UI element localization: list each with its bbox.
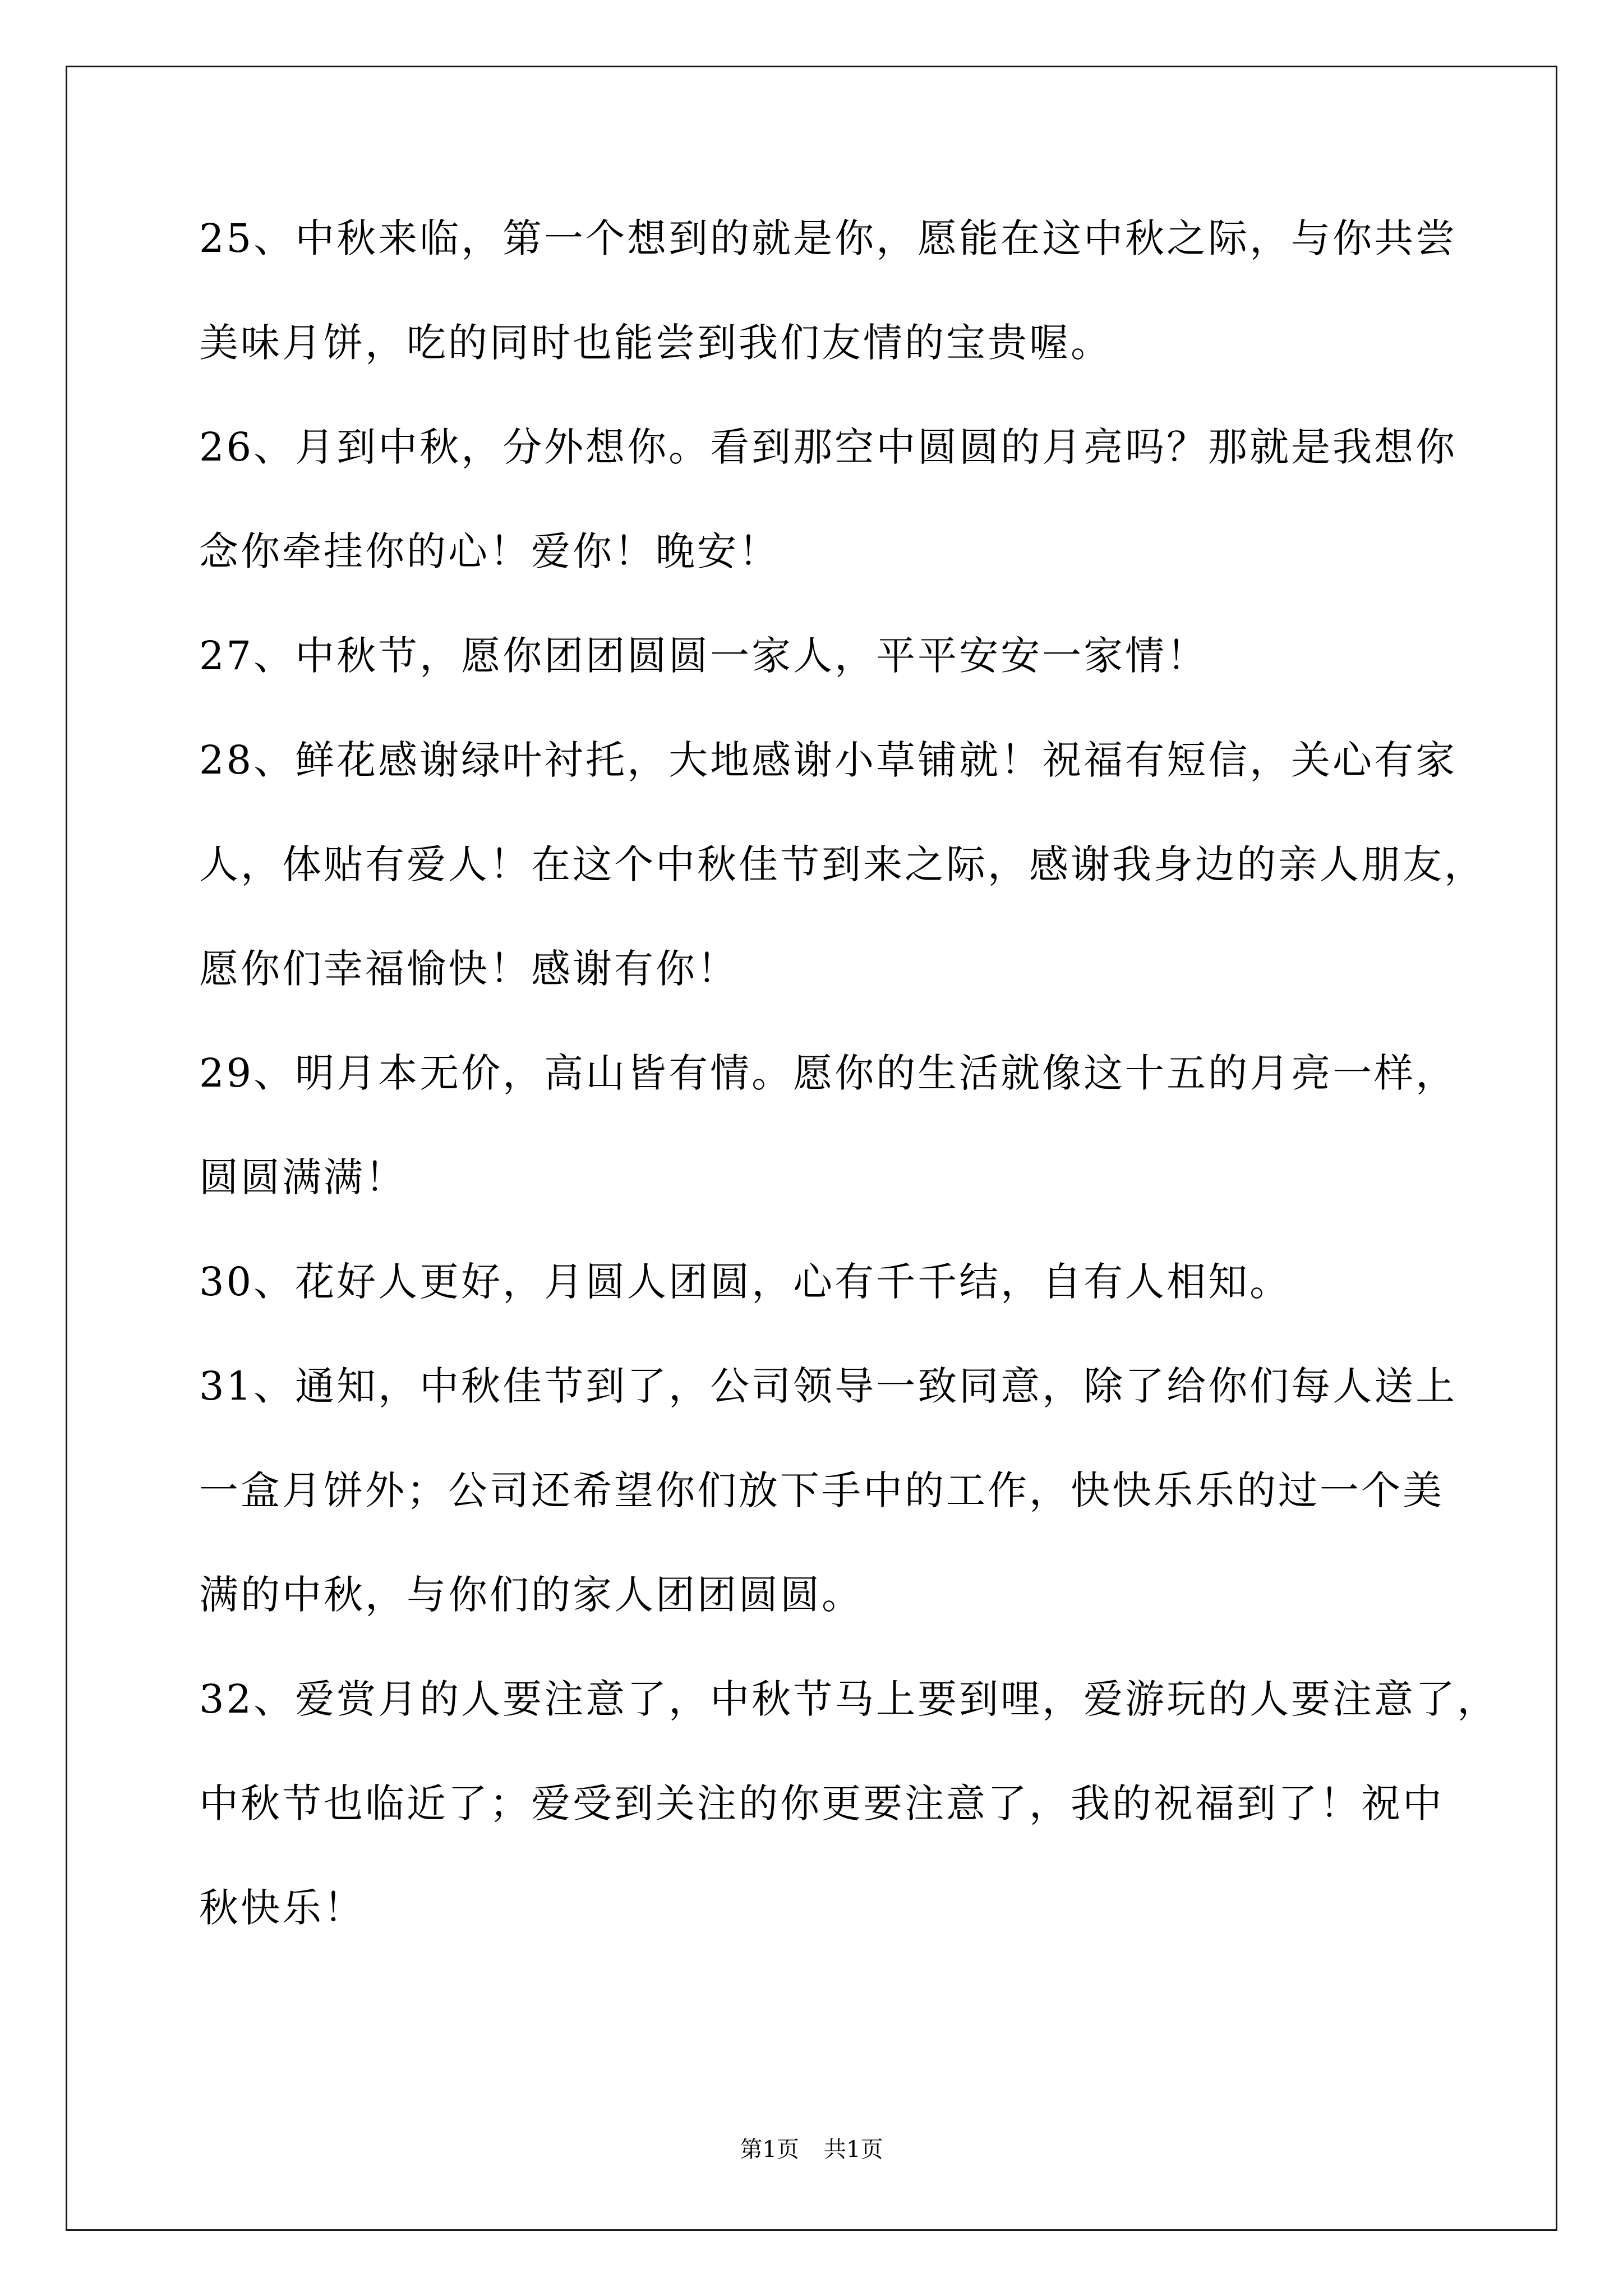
document-body — [199, 215, 1499, 1993]
text-line: 中秋节也临近了；爱受到关注的你更要注意了，我的祝福到了！祝中 — [199, 1780, 1444, 1826]
text-line: 圆圆满满！ — [199, 1154, 407, 1200]
page-footer — [0, 2136, 1623, 2163]
text-line: 29、明月本无价，高山皆有情。愿你的生活就像这十五的月亮一样， — [199, 1050, 1458, 1096]
text-line: 32、爱赏月的人要注意了，中秋节马上要到哩，爱游玩的人要注意了， — [199, 1676, 1499, 1722]
text-line: 满的中秋，与你们的家人团团圆圆。 — [199, 1572, 863, 1618]
text-line: 一盒月饼外；公司还希望你们放下手中的工作，快快乐乐的过一个美 — [199, 1467, 1444, 1513]
page-number: 第1页 — [740, 2137, 799, 2162]
text-line: 27、中秋节，愿你团团圆圆一家人，平平安安一家情！ — [199, 633, 1209, 679]
text-line: 秋快乐！ — [199, 1885, 365, 1931]
text-line: 美味月饼，吃的同时也能尝到我们友情的宝贵喔。 — [199, 320, 1112, 366]
text-line: 30、花好人更好，月圆人团圆，心有千千结，自有人相知。 — [199, 1259, 1292, 1305]
page-total: 共1页 — [824, 2137, 883, 2162]
text-line: 26、月到中秋，分外想你。看到那空中圆圆的月亮吗？那就是我想你 — [199, 424, 1458, 470]
text-line: 25、中秋来临，第一个想到的就是你，愿能在这中秋之际，与你共尝 — [199, 215, 1458, 261]
text-line: 28、鲜花感谢绿叶衬托，大地感谢小草铺就！祝福有短信，关心有家 — [199, 737, 1458, 783]
text-line: 愿你们幸福愉快！感谢有你！ — [199, 946, 739, 992]
text-line: 人，体贴有爱人！在这个中秋佳节到来之际，感谢我身边的亲人朋友， — [199, 841, 1486, 887]
text-line: 31、通知，中秋佳节到了，公司领导一致同意，除了给你们每人送上 — [199, 1363, 1458, 1409]
text-line: 念你牵挂你的心！爱你！晚安！ — [199, 528, 780, 574]
